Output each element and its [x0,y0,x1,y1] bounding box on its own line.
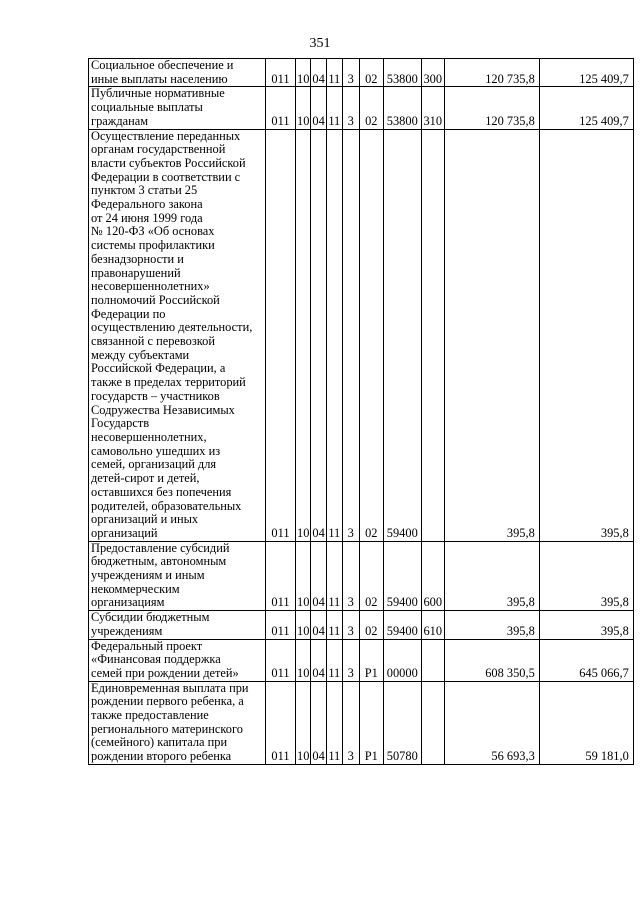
ministry-code: 011 [266,59,296,87]
event-code: 02 [359,87,383,129]
amount-year-2: 395,8 [539,129,633,541]
subprogram-code: 3 [342,87,359,129]
amount-year-2: 395,8 [539,611,633,639]
event-code: 02 [359,611,383,639]
amount-year-1: 395,8 [444,129,539,541]
section-code: 10 [296,59,311,87]
subprogram-code: 3 [342,611,359,639]
expense-type-code: 310 [421,87,444,129]
subsection-code: 04 [311,639,326,681]
ministry-code: 011 [266,611,296,639]
ministry-code: 011 [266,681,296,764]
table-row [89,129,634,541]
amount-year-1: 395,8 [444,541,539,611]
row-name: Публичные нормативные социальные выплаты гражданам [89,87,266,129]
amount-year-2: 125 409,7 [539,87,633,129]
budget-table [88,58,634,765]
subprogram-code: 3 [342,541,359,611]
event-code: 02 [359,59,383,87]
section-code: 10 [296,129,311,541]
table-row [89,611,634,639]
ministry-code: 011 [266,541,296,611]
section-code: 10 [296,87,311,129]
direction-code: 59400 [383,129,421,541]
row-name: Социальное обеспечение и иные выплаты населению [89,59,266,87]
expense-type-code: 610 [421,611,444,639]
direction-code: 53800 [383,59,421,87]
program-code: 11 [326,639,342,681]
event-code: 02 [359,541,383,611]
amount-year-2: 645 066,7 [539,639,633,681]
program-code: 11 [326,611,342,639]
row-name: Субсидии бюджетным учреждениям [89,611,266,639]
subsection-code: 04 [311,681,326,764]
table-row [89,681,634,764]
amount-year-2: 395,8 [539,541,633,611]
subprogram-code: 3 [342,129,359,541]
event-code: Р1 [359,681,383,764]
table-row [89,541,634,611]
subsection-code: 04 [311,59,326,87]
event-code: 02 [359,129,383,541]
expense-type-code [421,129,444,541]
subprogram-code: 3 [342,681,359,764]
amount-year-1: 120 735,8 [444,59,539,87]
row-name: Федеральный проект «Финансовая поддержка семей при рождении детей» [89,639,266,681]
subprogram-code: 3 [342,639,359,681]
subsection-code: 04 [311,541,326,611]
section-code: 10 [296,681,311,764]
direction-code: 59400 [383,611,421,639]
subprogram-code: 3 [342,59,359,87]
section-code: 10 [296,541,311,611]
row-name: Предоставление субсидий бюджетным, автономным учреждениям и иным некоммерческим организациям [89,541,266,611]
expense-type-code [421,639,444,681]
program-code: 11 [326,59,342,87]
ministry-code: 011 [266,639,296,681]
table-row [89,59,634,87]
amount-year-1: 608 350,5 [444,639,539,681]
direction-code: 50780 [383,681,421,764]
ministry-code: 011 [266,129,296,541]
table-row [89,87,634,129]
direction-code: 59400 [383,541,421,611]
amount-year-2: 59 181,0 [539,681,633,764]
page-number: 351 [309,36,331,51]
amount-year-1: 395,8 [444,611,539,639]
event-code: Р1 [359,639,383,681]
expense-type-code [421,681,444,764]
expense-type-code: 300 [421,59,444,87]
subsection-code: 04 [311,129,326,541]
ministry-code: 011 [266,87,296,129]
program-code: 11 [326,87,342,129]
program-code: 11 [326,541,342,611]
subsection-code: 04 [311,87,326,129]
section-code: 10 [296,611,311,639]
program-code: 11 [326,129,342,541]
amount-year-1: 56 693,3 [444,681,539,764]
program-code: 11 [326,681,342,764]
direction-code: 53800 [383,87,421,129]
section-code: 10 [296,639,311,681]
subsection-code: 04 [311,611,326,639]
row-name: Единовременная выплата при рождении первого ребенка, а также предоставление регионального материнского (семейного) капитала при рождении второго ребенка [89,681,266,764]
direction-code: 00000 [383,639,421,681]
expense-type-code: 600 [421,541,444,611]
amount-year-2: 125 409,7 [539,59,633,87]
amount-year-1: 120 735,8 [444,87,539,129]
table-row [89,639,634,681]
row-name: Осуществление переданных органам государственной власти субъектов Российской Федерации в соответствии с пунктом 3 статьи 25 Федерального закона от 24 июня 1999 года № 120-ФЗ «Об основах системы профилактики безнадзорности и правонарушений несовершеннолетних» полномочий Российской Федерации по осуществлению деятельности, связанной с перевозкой между субъектами Российской Федерации, а также в пределах территорий государств – участников Содружества Независимых Государств несовершеннолетних, самовольно ушедших из семей, организаций для детей-сирот и детей, оставшихся без попечения родителей, образовательных организаций и иных организаций [89,129,266,541]
